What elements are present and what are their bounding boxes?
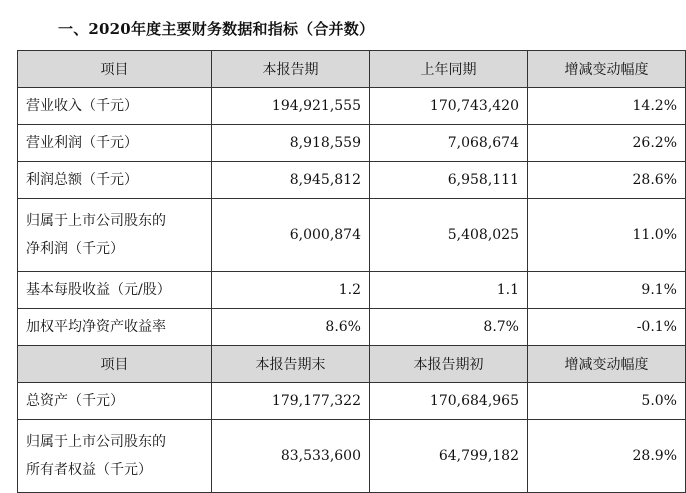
table-row-roe — [18, 309, 686, 346]
table-row-eps — [18, 272, 686, 309]
cell-current: 8,918,559 — [212, 125, 370, 162]
cell-change: 14.2% — [528, 88, 686, 125]
header-current-period: 本报告期 — [212, 51, 370, 88]
row-label: 基本每股收益（元/股） — [18, 272, 212, 309]
cell-current: 6,000,874 — [212, 199, 370, 272]
cell-prior: 7,068,674 — [370, 125, 528, 162]
cell-change: 28.6% — [528, 162, 686, 199]
header-change: 增减变动幅度 — [528, 51, 686, 88]
row-label: 归属于上市公司股东的 所有者权益（千元） — [18, 420, 212, 493]
header-period-start: 本报告期初 — [370, 346, 528, 383]
cell-change: 9.1% — [528, 272, 686, 309]
header-item: 项目 — [18, 346, 212, 383]
cell-current: 1.2 — [212, 272, 370, 309]
cell-change: 11.0% — [528, 199, 686, 272]
table-row-total-profit — [18, 162, 686, 199]
cell-current: 8,945,812 — [212, 162, 370, 199]
header-change: 增减变动幅度 — [528, 346, 686, 383]
cell-current: 179,177,322 — [212, 383, 370, 420]
table-header-row — [18, 51, 686, 88]
header-item: 项目 — [18, 51, 212, 88]
financial-data-table — [17, 50, 686, 493]
row-label: 营业收入（千元） — [18, 88, 212, 125]
cell-prior: 5,408,025 — [370, 199, 528, 272]
cell-prior: 170,684,965 — [370, 383, 528, 420]
cell-current: 83,533,600 — [212, 420, 370, 493]
cell-change: 26.2% — [528, 125, 686, 162]
cell-change: 5.0% — [528, 383, 686, 420]
cell-prior: 8.7% — [370, 309, 528, 346]
table-row-revenue — [18, 88, 686, 125]
cell-prior: 6,958,111 — [370, 162, 528, 199]
table-row-net-profit — [18, 199, 686, 272]
cell-change: -0.1% — [528, 309, 686, 346]
row-label: 总资产（千元） — [18, 383, 212, 420]
section-title: 一、2020年度主要财务数据和指标（合并数） — [58, 20, 375, 38]
row-label: 归属于上市公司股东的 净利润（千元） — [18, 199, 212, 272]
cell-prior: 1.1 — [370, 272, 528, 309]
row-label: 营业利润（千元） — [18, 125, 212, 162]
cell-current: 8.6% — [212, 309, 370, 346]
cell-prior: 170,743,420 — [370, 88, 528, 125]
table-row-equity — [18, 420, 686, 493]
row-label: 加权平均净资产收益率 — [18, 309, 212, 346]
row-label: 利润总额（千元） — [18, 162, 212, 199]
header-period-end: 本报告期末 — [212, 346, 370, 383]
table-row-total-assets — [18, 383, 686, 420]
header-prior-period: 上年同期 — [370, 51, 528, 88]
cell-change: 28.9% — [528, 420, 686, 493]
table-subheader-row — [18, 346, 686, 383]
cell-current: 194,921,555 — [212, 88, 370, 125]
table-row-operating-profit — [18, 125, 686, 162]
cell-prior: 64,799,182 — [370, 420, 528, 493]
